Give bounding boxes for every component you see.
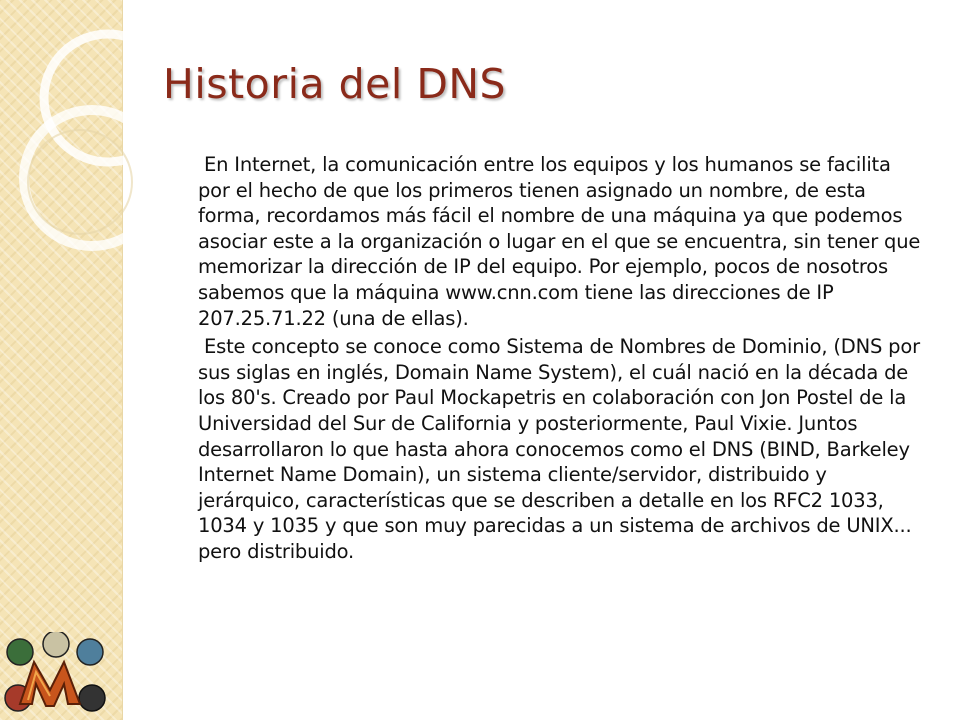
slide-body	[198, 152, 928, 568]
paragraph-dns-history: Este concepto se conoce como Sistema de Nombres de Dominio, (DNS por sus siglas en inglés, Domain Name System), el cuál nació en la década de los 80's. Creado por Paul Mockapetris en colaboración con Jon Postel de la Universidad del Sur de California y posteriormente, Paul Vixie. Juntos desarrollaron lo que hasta ahora conocemos como el DNS (BIND, Barkeley Internet Name Domain), un sistema cliente/servidor, distribuido y jerárquico, características que se describen a detalle en los RFC2 1033, 1034 y 1035 y que son muy parecidas a un sistema de archivos de UNIX... pero distribuido.	[198, 335, 920, 563]
decorative-circles	[0, 0, 180, 420]
mana-symbol-logo-icon	[0, 632, 112, 720]
slide-title: Historia del DNS	[163, 60, 507, 108]
paragraph-dns-intro: En Internet, la comunicación entre los equipos y los humanos se facilita por el hecho de que los primeros tienen asignado un nombre, de esta forma, recordamos más fácil el nombre de una máquina ya que podemos asociar este a la organización o lugar en el que se encuentra, sin tener que memorizar la dirección de IP del equipo. Por ejemplo, pocos de nosotros sabemos que la máquina www.cnn.com tiene las direcciones de IP 207.25.71.22 (una de ellas).	[198, 153, 921, 330]
